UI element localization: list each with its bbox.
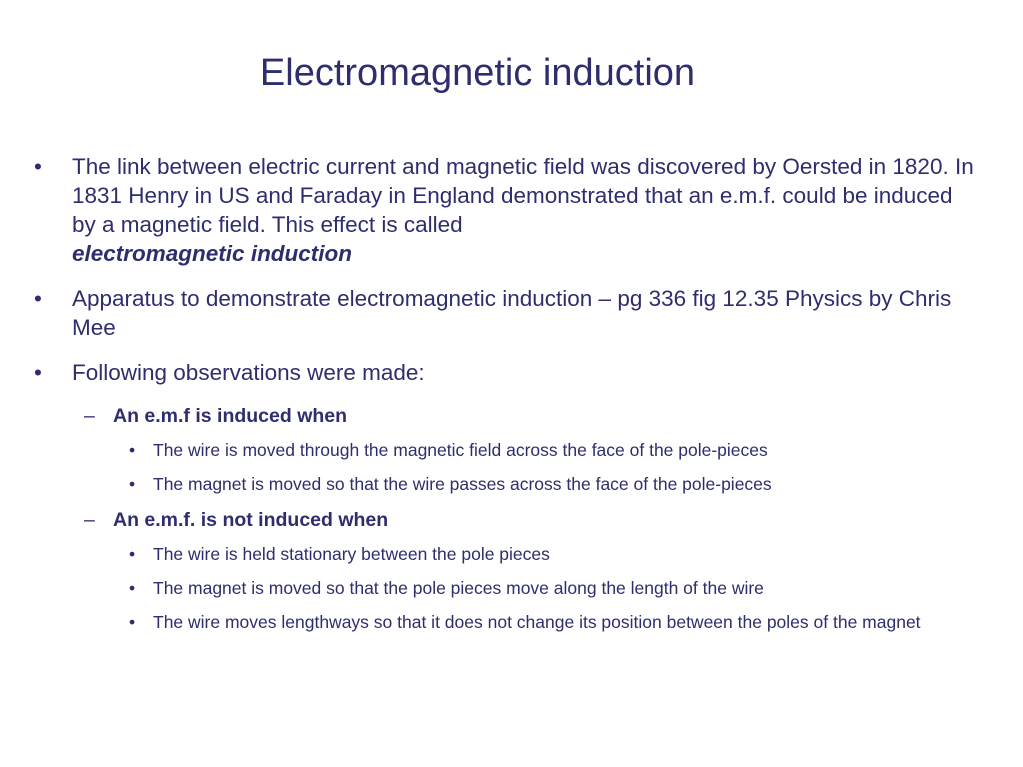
sub-bullet-text: The wire moves lengthways so that it does not change its position between the poles of the magnet [153, 612, 921, 632]
subheading-induced [34, 403, 974, 429]
sub-bullet-marker: • [129, 440, 136, 460]
sub-bullet [34, 577, 974, 599]
bullet-text: Following observations were made: [72, 360, 425, 385]
bullet-apparatus [34, 284, 974, 342]
sub-bullet-marker: • [129, 544, 136, 564]
sub-bullet-marker: • [129, 474, 136, 494]
slide-content [34, 152, 974, 645]
bullet-text: The link between electric current and magnetic field was discovered by Oersted in 1820. In 1831 Henry in US and Faraday in England demonstrated that an e.m.f. could be induced by a magnetic field. This effect is called [72, 154, 974, 237]
bullet-marker: • [34, 154, 42, 179]
bullet-observations [34, 358, 974, 387]
dash-marker: – [84, 405, 95, 427]
sub-bullet-marker: • [129, 612, 136, 632]
subheading-text: An e.m.f. is not induced when [113, 509, 389, 531]
sub-bullet [34, 611, 974, 633]
sub-bullet [34, 473, 974, 495]
sub-bullet [34, 543, 974, 565]
sub-bullet-text: The wire is moved through the magnetic field across the face of the pole-pieces [153, 440, 768, 460]
slide-title: Electromagnetic induction [259, 52, 696, 94]
sub-bullet-text: The wire is held stationary between the pole pieces [153, 544, 550, 564]
bullet-emphasis: electromagnetic induction [72, 241, 353, 266]
bullet-text: Apparatus to demonstrate electromagnetic induction – pg 336 fig 12.35 Physics by Chris Mee [72, 286, 952, 340]
bullet-marker: • [34, 360, 42, 385]
sub-bullet-text: The magnet is moved so that the pole pieces move along the length of the wire [153, 578, 764, 598]
bullet-discovery [34, 152, 974, 268]
bullet-marker: • [34, 286, 42, 311]
sub-bullet-marker: • [129, 578, 136, 598]
subheading-text: An e.m.f is induced when [113, 405, 348, 427]
subheading-not-induced [34, 507, 974, 533]
sub-bullet [34, 439, 974, 461]
dash-marker: – [84, 509, 95, 531]
sub-bullet-text: The magnet is moved so that the wire passes across the face of the pole-pieces [153, 474, 772, 494]
